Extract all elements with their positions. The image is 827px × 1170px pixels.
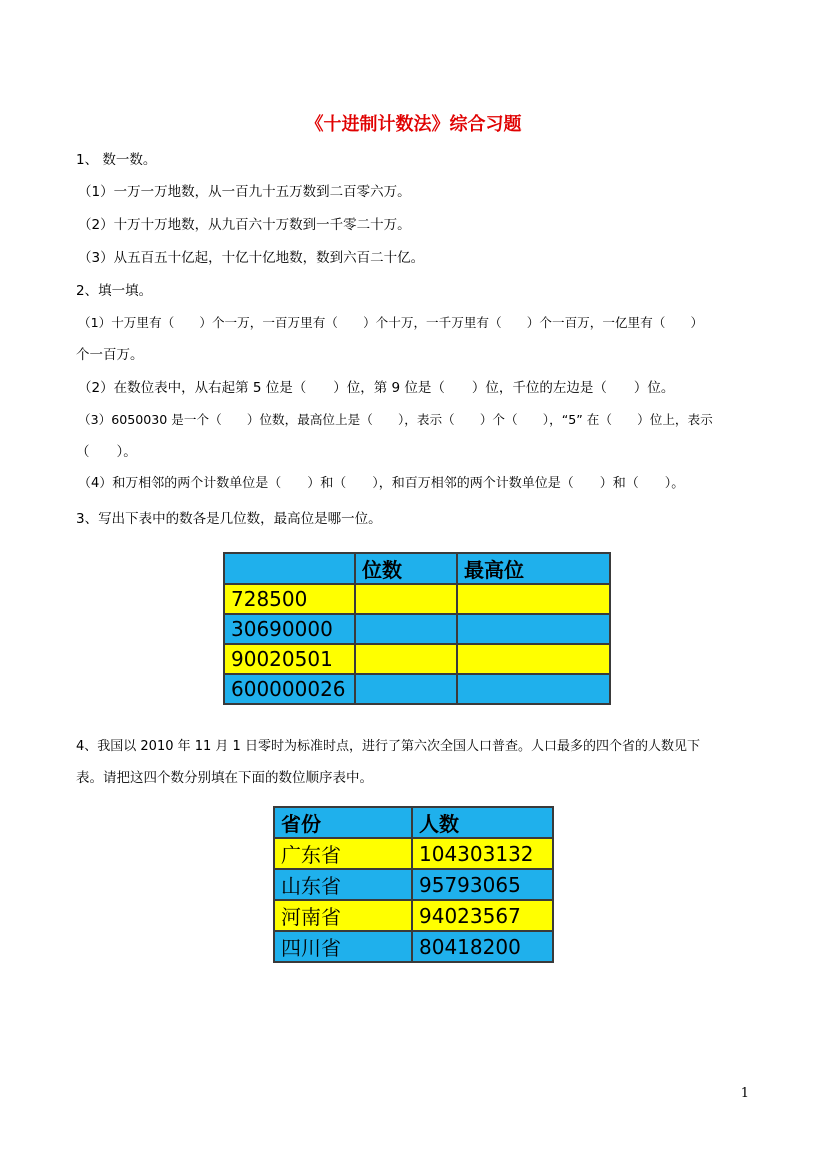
population-table [273, 806, 554, 963]
table-cell [457, 614, 610, 644]
table-cell: 600000026 [224, 674, 355, 704]
q1-item-2: （2）十万十万地数，从九百六十万数到一千零二十万。 [78, 217, 411, 233]
table-header-cell: 最高位 [457, 553, 610, 584]
q2-item-1-line2: 个一百万。 [76, 347, 144, 363]
table-cell: 104303132 [412, 838, 553, 869]
table-header-cell: 位数 [355, 553, 457, 584]
q2-item-1-line1: （1）十万里有（ ）个一万，一百万里有（ ）个十万，一千万里有（ ）个一百万，一亿里有（ ） [78, 315, 704, 330]
digits-table [223, 552, 611, 705]
table-cell [355, 614, 457, 644]
table-cell: 广东省 [274, 838, 412, 869]
q2-heading: 2、填一填。 [76, 283, 153, 299]
q2-item-3-line1: （3）6050030 是一个（ ）位数，最高位上是（ ），表示（ ）个（ ），“5” 在（ ）位上，表示 [78, 412, 713, 427]
q4-line-1: 4、我国以 2010 年 11 月 1 日零时为标准时点，进行了第六次全国人口普查。人口最多的四个省的人数见下 [76, 739, 700, 754]
q2-item-4: （4）和万相邻的两个计数单位是（ ）和（ ），和百万相邻的两个计数单位是（ ）和（ ）。 [78, 476, 685, 491]
table-cell [355, 584, 457, 614]
page-title: 《十进制计数法》综合习题 [305, 114, 522, 135]
q1-item-3: （3）从五百五十亿起，十亿十亿地数，数到六百二十亿。 [78, 250, 425, 266]
table-header-cell: 人数 [412, 807, 553, 838]
table-row [224, 584, 610, 614]
table-cell: 河南省 [274, 900, 412, 931]
table-cell: 山东省 [274, 869, 412, 900]
table-cell: 90020501 [224, 644, 355, 674]
table-row [224, 674, 610, 704]
q4-line-2: 表。请把这四个数分别填在下面的数位顺序表中。 [76, 770, 373, 786]
table-cell: 80418200 [412, 931, 553, 962]
table-cell: 728500 [224, 584, 355, 614]
table-cell [457, 584, 610, 614]
table-header-cell [224, 553, 355, 584]
table-cell [457, 644, 610, 674]
table-row [224, 644, 610, 674]
table-cell: 30690000 [224, 614, 355, 644]
page-number: 1 [740, 1086, 749, 1101]
q2-item-3-line2: （ ）。 [76, 444, 137, 460]
table-cell: 95793065 [412, 869, 553, 900]
table-row [224, 614, 610, 644]
q2-item-2: （2）在数位表中，从右起第 5 位是（ ）位，第 9 位是（ ）位，千位的左边是（ ）位。 [78, 380, 675, 396]
table-row [274, 838, 553, 869]
q1-item-1: （1）一万一万地数，从一百九十五万数到二百零六万。 [78, 184, 411, 200]
q1-heading: 1、 数一数。 [76, 152, 157, 168]
table-cell [355, 674, 457, 704]
q3-heading: 3、写出下表中的数各是几位数，最高位是哪一位。 [76, 511, 382, 527]
table-cell [457, 674, 610, 704]
table-cell: 94023567 [412, 900, 553, 931]
table-row [274, 869, 553, 900]
table-cell [355, 644, 457, 674]
table-header-cell: 省份 [274, 807, 412, 838]
table-row [274, 931, 553, 962]
table-row [274, 900, 553, 931]
table-cell: 四川省 [274, 931, 412, 962]
